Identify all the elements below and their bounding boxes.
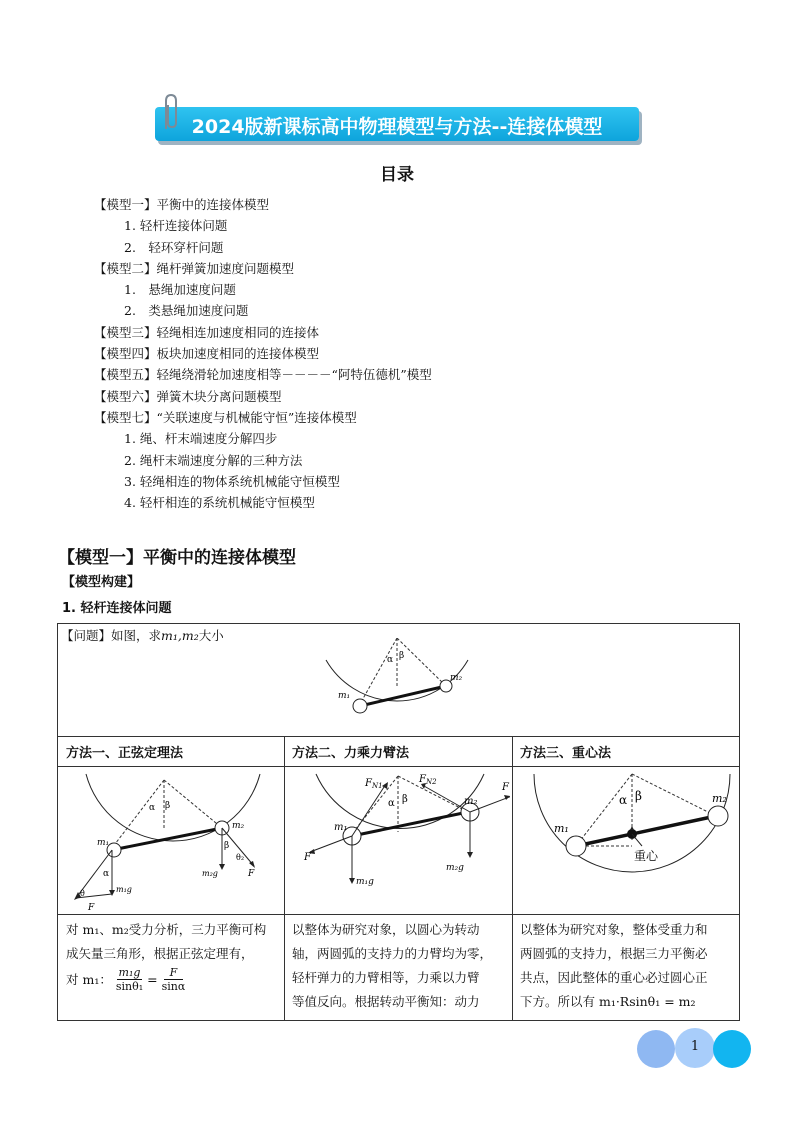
top-diagram (308, 638, 488, 734)
svg-text:m₂: m₂ (232, 821, 245, 831)
toc-item[interactable]: 【模型一】平衡中的连接体模型 (94, 197, 270, 212)
svg-text:FN2: $F_{N2}$ (419, 774, 437, 786)
toc-item[interactable]: 【模型二】绳杆弹簧加速度问题模型 (94, 260, 295, 276)
svg-text:m₂: m₂ (464, 796, 478, 807)
svg-text:θ₂: θ₂ (236, 853, 245, 862)
toc-item[interactable]: 【模型七】“关联速度与机械能守恒”连接体模型 (94, 409, 357, 425)
toc-item[interactable]: 1. 轻杆连接体问题 (124, 218, 228, 234)
svg-text:β: β (635, 789, 642, 803)
svg-text:m₁: m₁ (338, 691, 351, 701)
row-divider (58, 766, 739, 767)
section-heading: 【模型一】平衡中的连接体模型 (58, 548, 296, 568)
toc-item[interactable]: 3. 轻绳相连的物体系统机械能守恒模型 (124, 473, 340, 489)
method2-header: 方法二、力乘力臂法 (292, 746, 410, 761)
svg-text:α: α (387, 655, 394, 665)
toc-item[interactable]: 2. 类悬绳加速度问题 (124, 303, 249, 319)
toc-item[interactable]: 1. 绳、杆末端速度分解四步 (124, 431, 278, 447)
svg-text:α: α (619, 793, 628, 807)
paperclip-icon (160, 93, 182, 133)
svg-text:α: α (388, 798, 395, 809)
svg-text:F: F (502, 782, 509, 793)
svg-text:m₁: m₁ (554, 822, 569, 835)
svg-text:m₁: m₁ (334, 822, 348, 833)
svg-text:FN1: $F_{N1}$ (365, 778, 383, 790)
method1-text: 对 m₁、m₂受力分析，三力平衡可构 成矢量三角形，根据正弦定理有， 对 m₁： $\frac{\text{m₁g}}{\text{sinθ₁}}$ = $\frac{F}{\sin\alpha}$ (66, 922, 267, 993)
svg-text:m₁g: m₁g (356, 877, 374, 887)
question-text: 【问题】如图，求m₁,m₂大小 (61, 628, 224, 643)
svg-text:m₂: m₂ (450, 673, 463, 683)
col-divider (512, 736, 513, 1021)
toc-item[interactable]: 4. 轻杆相连的系统机械能守恒模型 (124, 495, 315, 511)
method1-header: 方法一、正弦定理法 (66, 746, 184, 761)
svg-text:F: F (88, 903, 95, 912)
toc-item[interactable]: 2. 轻环穿杆问题 (124, 239, 224, 255)
svg-text:m₂g: m₂g (202, 869, 218, 878)
table-of-contents (94, 194, 432, 513)
toc-item[interactable]: 【模型六】弹簧木块分离问题模型 (94, 388, 282, 404)
method1-diagram (64, 770, 280, 912)
page-number-badge (637, 1028, 751, 1068)
svg-text:m₂: m₂ (712, 792, 727, 805)
svg-text:β: β (224, 841, 230, 851)
pager-circle-right (713, 1030, 751, 1068)
toc-item[interactable]: 1. 悬绳加速度问题 (124, 282, 236, 298)
svg-text:α: α (103, 869, 110, 879)
toc-item[interactable]: 【模型四】板块加速度相同的连接体模型 (94, 346, 320, 362)
method3-header: 方法三、重心法 (520, 746, 612, 761)
method3-text: 以整体为研究对象，整体受重力和 两圆弧的支持力，根据三力平衡必 共点，因此整体的重心必过圆心正 下方。所以有 m₁·Rsinθ₁ = m₂ (520, 922, 708, 1009)
method2-text: 以整体为研究对象，以圆心为转动 轴，两圆弧的支持力的力臂均为零， 轻杆弹力的力臂相等，力乘以力臂 等值反向。根据转动平衡知：动力 (292, 922, 493, 1009)
svg-text:β: β (399, 651, 405, 661)
toc-item[interactable]: 2. 绳杆末端速度分解的三种方法 (124, 452, 303, 468)
page-number: 1 (690, 1039, 700, 1054)
title-banner (155, 107, 639, 141)
svg-text:重心: 重心 (634, 849, 659, 863)
banner-title: 2024版新课标高中物理模型与方法--连接体模型 (191, 116, 603, 138)
svg-text:α: α (149, 803, 156, 813)
row-divider (58, 736, 739, 737)
method3-diagram (516, 770, 738, 912)
toc-item[interactable]: 【模型五】轻绳绕滑轮加速度相等－－－－“阿特伍德机”模型 (94, 367, 432, 383)
svg-text:F: F (304, 852, 311, 863)
svg-text:β: β (402, 794, 408, 805)
toc-item[interactable]: 【模型三】轻绳相连加速度相同的连接体 (94, 324, 320, 340)
svg-text:β: β (165, 801, 171, 811)
svg-text:m₁: m₁ (97, 838, 110, 848)
subsubsection-heading: 1. 轻杆连接体问题 (62, 601, 172, 616)
svg-text:F: F (248, 869, 255, 879)
svg-text:θ: θ (80, 889, 85, 898)
method2-diagram (288, 770, 510, 912)
svg-text:m₁g: m₁g (116, 885, 132, 894)
col-divider (284, 736, 285, 1021)
methods-table (57, 623, 740, 1021)
svg-text:m₂g: m₂g (446, 863, 464, 873)
toc-title: 目录 (380, 165, 414, 185)
subsection-heading: 【模型构建】 (62, 575, 141, 590)
pager-circle-left (637, 1030, 675, 1068)
row-divider (58, 914, 739, 915)
